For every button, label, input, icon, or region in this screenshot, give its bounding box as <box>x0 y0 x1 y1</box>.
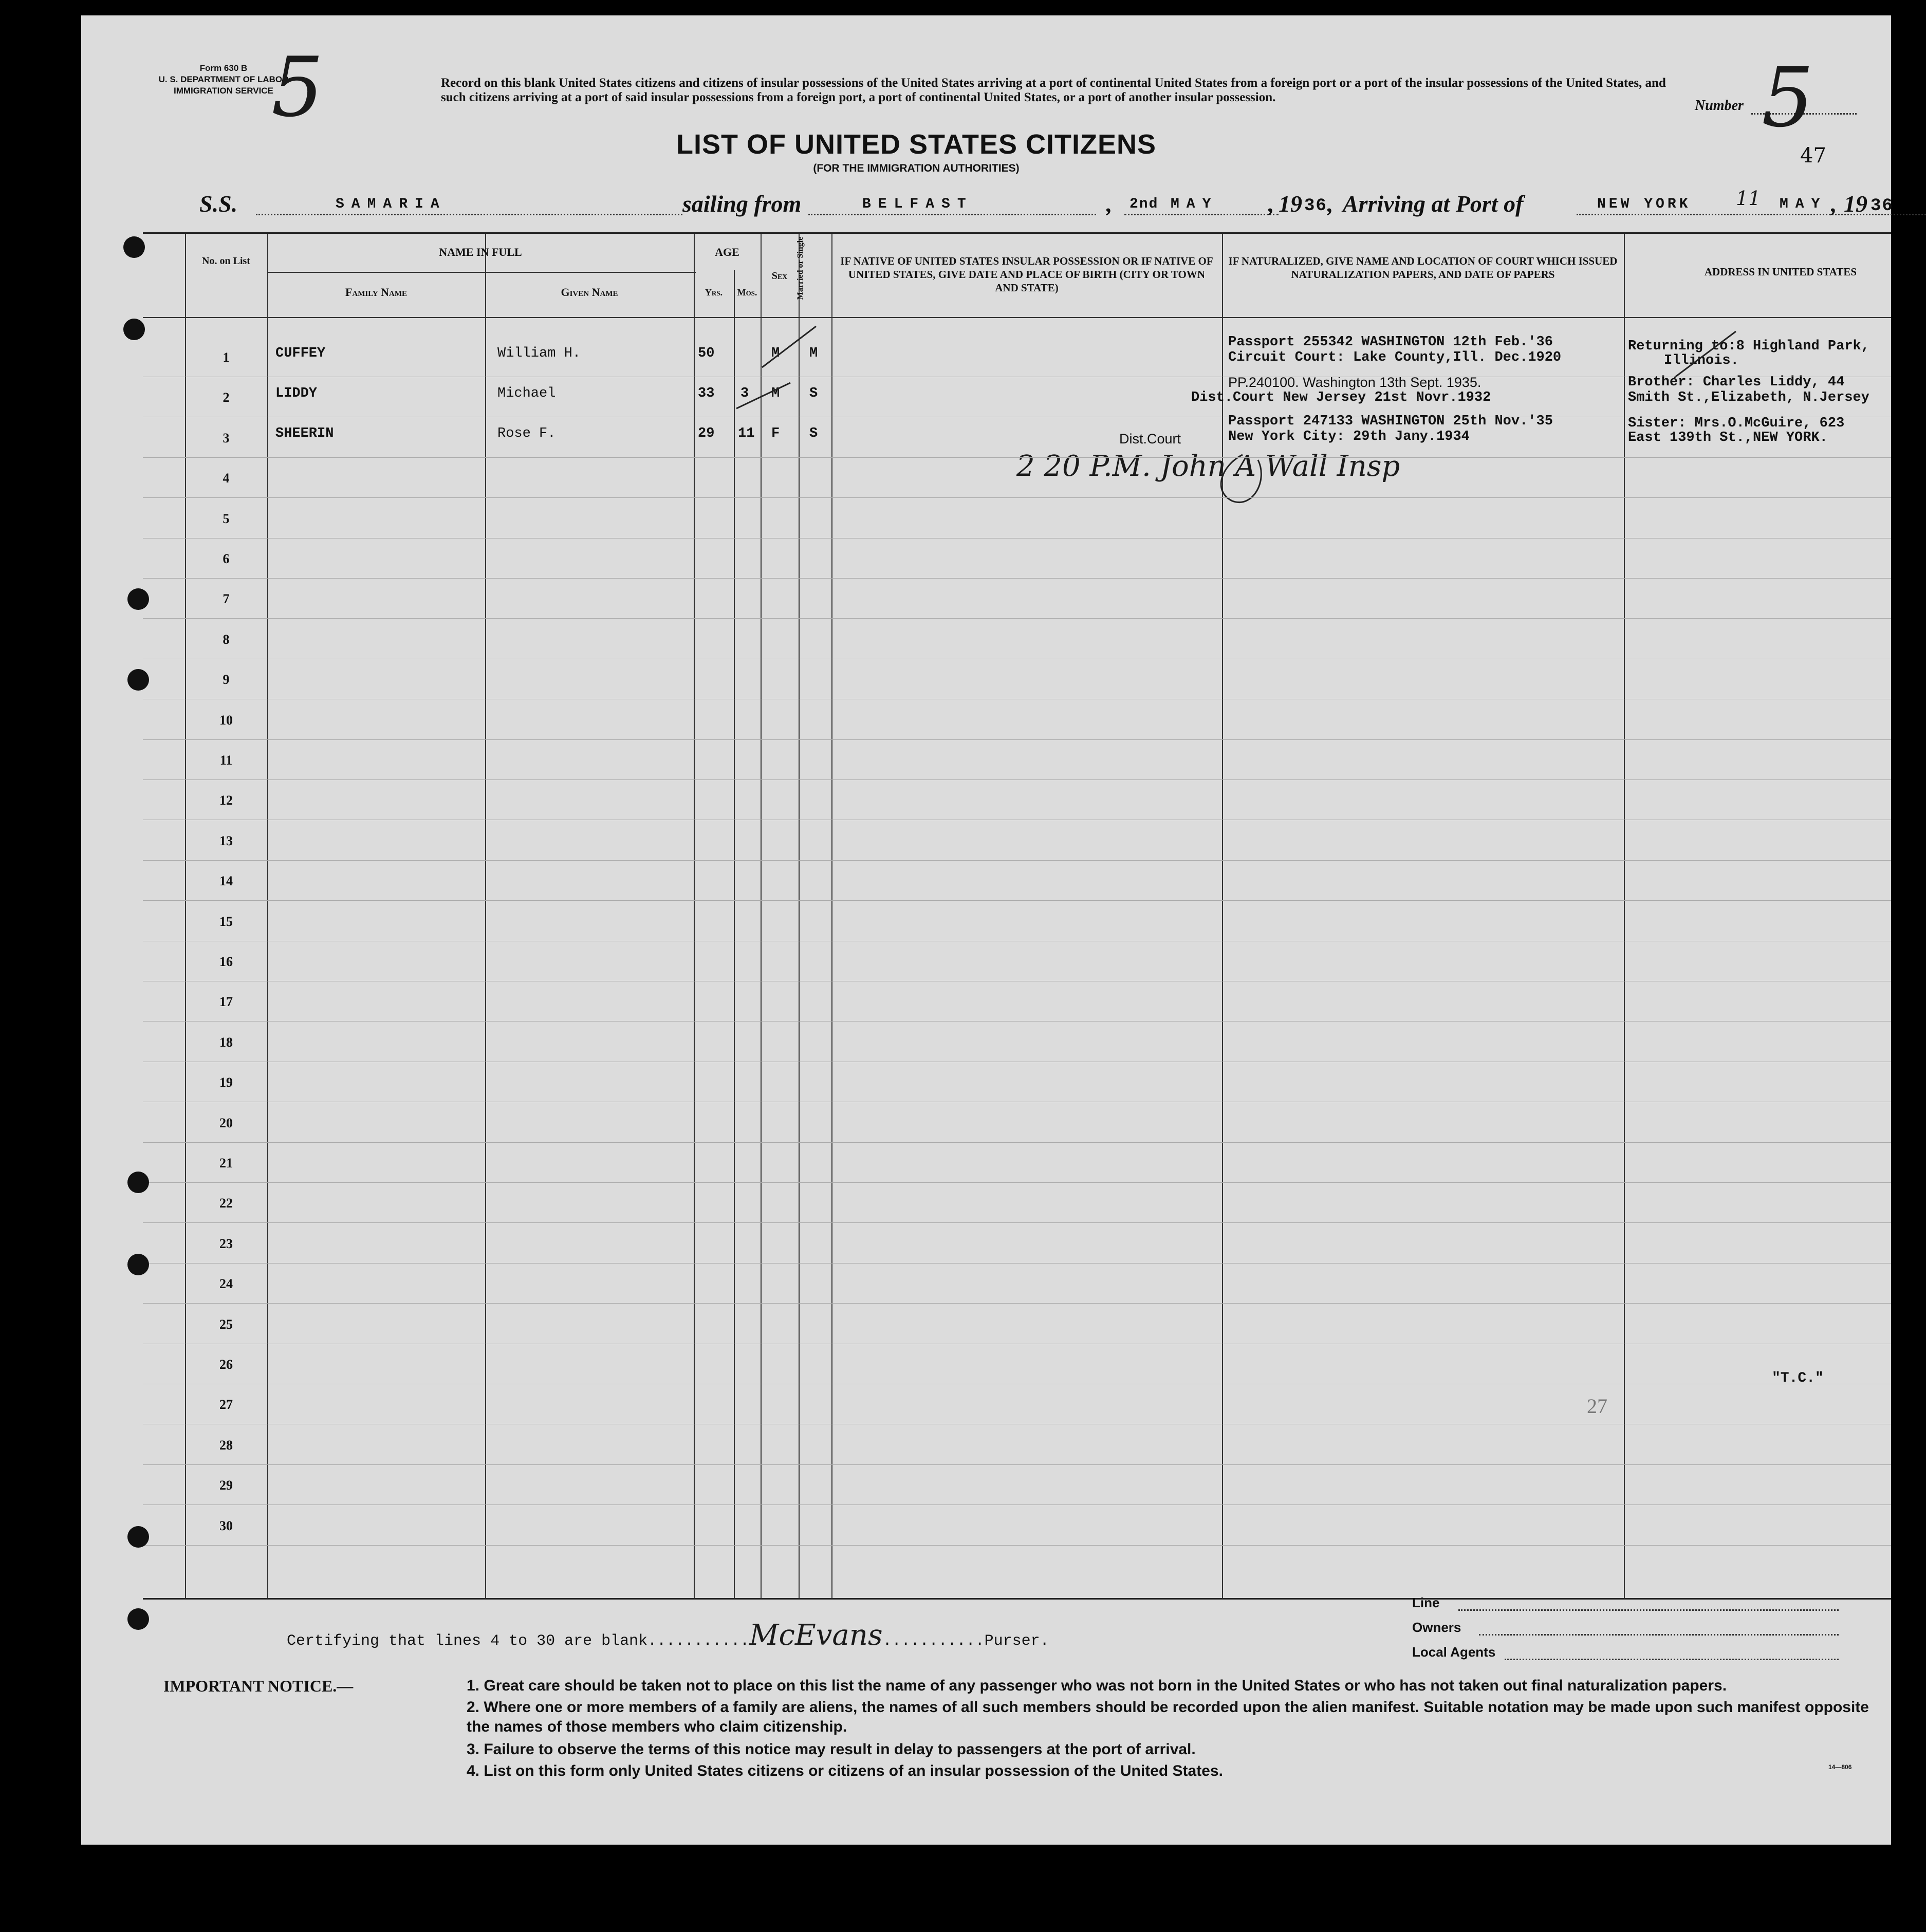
p3-given: Rose F. <box>497 426 556 441</box>
p2-mos: 3 <box>740 386 749 401</box>
header-sex: Sex <box>771 270 788 282</box>
notice-item-1: 1. Great care should be taken not to place on this list the name of any passenger who was not born in the United States or who has not taken out final naturalization papers. <box>467 1677 1727 1694</box>
sailing-label: sailing from <box>682 191 802 217</box>
row-number: 16 <box>219 954 233 969</box>
row-number: 10 <box>219 712 233 728</box>
row-number: 13 <box>219 833 233 848</box>
row-number: 9 <box>223 672 230 688</box>
p3-marital: S <box>809 426 818 441</box>
page-title: LIST OF UNITED STATES CITIZENS <box>676 129 1156 160</box>
header-address: ADDRESS IN UNITED STATES <box>1704 266 1857 278</box>
punch-hole <box>127 588 149 610</box>
p2-family: LIDDY <box>275 386 318 401</box>
header-given-name: Given Name <box>561 286 618 299</box>
certify-dots: ........... <box>647 1632 750 1650</box>
row-number: 14 <box>219 874 233 889</box>
p2-naturalization-2: Dist.Court New Jersey 21st Novr.1932 <box>1191 390 1491 405</box>
notice-title: IMPORTANT NOTICE.— <box>163 1677 354 1695</box>
row-rule <box>143 457 1891 458</box>
p3-naturalization-2: New York City: 29th Jany.1934 <box>1228 429 1470 444</box>
port-to: NEW YORK <box>1597 196 1691 212</box>
purser-signature: McEvans <box>749 1619 883 1652</box>
owners-label: Owners <box>1412 1620 1461 1635</box>
row-number: 26 <box>219 1357 233 1372</box>
department: U. S. DEPARTMENT OF LABOR <box>158 75 289 84</box>
certify-line <box>287 1619 1049 1652</box>
port-from-underline <box>808 214 1096 215</box>
depart-day: 2nd <box>1129 196 1159 212</box>
arriving-label: Arriving at Port of <box>1343 191 1524 217</box>
row-number: 24 <box>219 1276 233 1292</box>
row-number: 7 <box>223 591 230 607</box>
ship-name: SAMARIA <box>336 196 447 212</box>
p3-sex: F <box>771 426 780 441</box>
voyage-line: S.S. SAMARIA sailing from BELFAST , 2nd MAY , 19 36 , Arriving at Port of NEW YORK 11 MAY , 19 36 <box>199 190 1859 221</box>
depart-year-prefix: 19 <box>1279 191 1302 217</box>
p1-family: CUFFEY <box>275 346 326 361</box>
punch-hole <box>123 319 145 340</box>
p1-naturalization-2: Circuit Court: Lake County,Ill. Dec.1920 <box>1228 350 1562 365</box>
manifest-page <box>81 15 1894 1845</box>
page-number: 47 <box>1800 144 1826 168</box>
row-number: 29 <box>219 1478 233 1493</box>
p1-naturalization-1: Passport 255342 WASHINGTON 12th Feb.'36 <box>1228 335 1553 350</box>
sheet-mark: 5 <box>271 39 324 135</box>
row-rule <box>143 1545 1891 1546</box>
p1-marital: M <box>809 346 818 361</box>
passenger-table <box>143 232 1891 1600</box>
row-number: 28 <box>219 1437 233 1453</box>
p3-family: SHEERIN <box>275 426 334 441</box>
row-rule <box>143 1142 1891 1143</box>
p2-sex: M <box>771 386 780 401</box>
row-number: 19 <box>219 1075 233 1090</box>
arrive-month: MAY <box>1780 196 1827 212</box>
footer-code: 14—806 <box>1828 1763 1852 1771</box>
punch-hole <box>127 1526 149 1548</box>
row-rule <box>143 739 1891 740</box>
header-naturalized: IF NATURALIZED, GIVE NAME AND LOCATION OF COURT WHICH ISSUED NATURALIZATION PAPERS, AND DATE OF PAPERS <box>1228 255 1618 281</box>
row-number: 20 <box>219 1115 233 1130</box>
notice-item-4: 4. List on this form only United States citizens or citizens of an insular possession of the United States. <box>467 1762 1223 1779</box>
header-no-on-list: No. on List <box>202 255 250 267</box>
header-age: AGE <box>715 246 739 258</box>
local-agents-underline <box>1505 1659 1839 1660</box>
row-number: 8 <box>223 631 230 647</box>
row-number: 12 <box>219 793 233 808</box>
notice-item-3: 3. Failure to observe the terms of this notice may result in delay to passengers at the port of arrival. <box>467 1741 1196 1758</box>
row-number: 15 <box>219 914 233 929</box>
row-number: 23 <box>219 1236 233 1251</box>
row-rule <box>143 779 1891 780</box>
depart-year-suffix: 36 <box>1304 196 1327 216</box>
row-rule <box>143 1303 1891 1304</box>
row-number: 21 <box>219 1156 233 1171</box>
row-rule <box>143 1182 1891 1183</box>
certify-dots-2: ........... <box>882 1632 985 1650</box>
line-underline <box>1458 1609 1839 1611</box>
punch-hole <box>127 1608 149 1630</box>
row-rule <box>143 900 1891 901</box>
row-rule <box>143 1504 1891 1505</box>
row-rule <box>143 578 1891 579</box>
punch-hole <box>127 1172 149 1193</box>
arrive-year-suffix: 36 <box>1871 196 1894 216</box>
row-number: 18 <box>219 1034 233 1050</box>
row-rule <box>143 860 1891 861</box>
notice-item-2: 2. Where one or more members of a family are aliens, the names of all such members should be recorded upon the alien manifest. Suitable notation may be made upon such manifest opposite the names of those members who claim citizenship. <box>467 1699 1869 1735</box>
row-rule <box>143 497 1891 498</box>
p1-given: William H. <box>497 346 581 361</box>
header-name-in-full: NAME IN FULL <box>439 246 522 258</box>
row-number: 27 <box>219 1397 233 1413</box>
p2-address-2: Smith St.,Elizabeth, N.Jersey <box>1628 390 1869 405</box>
form-id: Form 630 B <box>199 63 248 73</box>
row-number: 25 <box>219 1316 233 1332</box>
row-number: 3 <box>223 430 230 445</box>
depart-date-underline <box>1124 214 1279 215</box>
service: IMMIGRATION SERVICE <box>174 86 273 96</box>
row-number: 22 <box>219 1196 233 1211</box>
p2-naturalization-1: PP.240100. Washington 13th Sept. 1935. <box>1228 375 1481 390</box>
punch-hole <box>123 236 145 258</box>
tc-note: "T.C." <box>1772 1370 1824 1386</box>
row-number: 2 <box>223 390 230 405</box>
row-rule <box>143 618 1891 619</box>
p2-yrs: 33 <box>698 386 715 401</box>
punch-hole <box>127 669 149 691</box>
purser-label: Purser. <box>984 1632 1049 1650</box>
p3-address-1: Sister: Mrs.O.McGuire, 623 <box>1628 416 1845 431</box>
page-subtitle: (FOR THE IMMIGRATION AUTHORITIES) <box>813 162 1020 174</box>
p1-yrs: 50 <box>698 346 715 361</box>
header-mos: Mos. <box>737 287 757 298</box>
pencil-strokes <box>667 306 1926 522</box>
row-number: 4 <box>223 471 230 486</box>
header-native: IF NATIVE OF UNITED STATES INSULAR POSSESSION OR IF NATIVE OF UNITED STATES, GIVE DATE AND PLACE OF BIRTH (CITY OR TOWN AND STATE) <box>840 255 1213 294</box>
owners-underline <box>1479 1634 1839 1636</box>
header-family-name: Family Name <box>345 286 408 299</box>
intro-text: Record on this blank United States citizens and citizens of insular possessions of the United States arriving at a port of continental United States from a foreign port or a port of the insular possessions of the United States, and such citizens arriving at a port of said insular possessions from a foreign port, a port of continental United States, or a port of another insular possession. <box>441 76 1666 104</box>
p1-address-2: Illinois. <box>1664 353 1739 368</box>
arrive-day: 11 <box>1736 187 1761 210</box>
row-number: 17 <box>219 994 233 1010</box>
arrive-year-prefix: 19 <box>1844 191 1867 217</box>
row-number: 11 <box>219 753 233 768</box>
p3-yrs: 29 <box>698 426 715 441</box>
p2-given: Michael <box>497 386 556 401</box>
p3-address-2: East 139th St.,NEW YORK. <box>1628 430 1828 445</box>
p2-address-1: Brother: Charles Liddy, 44 <box>1628 375 1845 390</box>
row-number: 6 <box>223 551 230 566</box>
p3-mos: 11 <box>738 426 755 441</box>
p3-nat-prefix: Dist.Court <box>1119 431 1181 447</box>
row-number: 5 <box>223 511 230 526</box>
row-rule <box>143 1263 1891 1264</box>
row-number: 30 <box>219 1518 233 1533</box>
number-label: Number <box>1695 98 1744 114</box>
p1-sex: M <box>771 346 780 361</box>
ss-label: S.S. <box>199 191 238 217</box>
number-value: 5 <box>1762 49 1814 145</box>
stamp-number: 27 <box>1587 1395 1607 1418</box>
header-married-single: Married or Single <box>796 236 805 300</box>
port-from: BELFAST <box>862 196 973 212</box>
row-rule <box>143 1222 1891 1223</box>
certify-text: Certifying that lines 4 to 30 are blank <box>287 1632 648 1650</box>
p3-naturalization-1: Passport 247133 WASHINGTON 25th Nov.'35 <box>1228 414 1553 429</box>
inspector-note: 2 20 P.M. John A Wall Insp <box>1016 450 1400 483</box>
punch-hole <box>127 1254 149 1275</box>
row-rule <box>143 1464 1891 1465</box>
local-agents-label: Local Agents <box>1412 1644 1496 1660</box>
header-yrs: Yrs. <box>705 287 723 298</box>
ship-underline <box>256 214 682 215</box>
line-label: Line <box>1412 1595 1440 1610</box>
row-number: 1 <box>223 350 230 365</box>
depart-month: MAY <box>1171 196 1218 212</box>
p1-address-1: Returning to:8 Highland Park, <box>1628 339 1869 354</box>
p2-marital: S <box>809 386 818 401</box>
